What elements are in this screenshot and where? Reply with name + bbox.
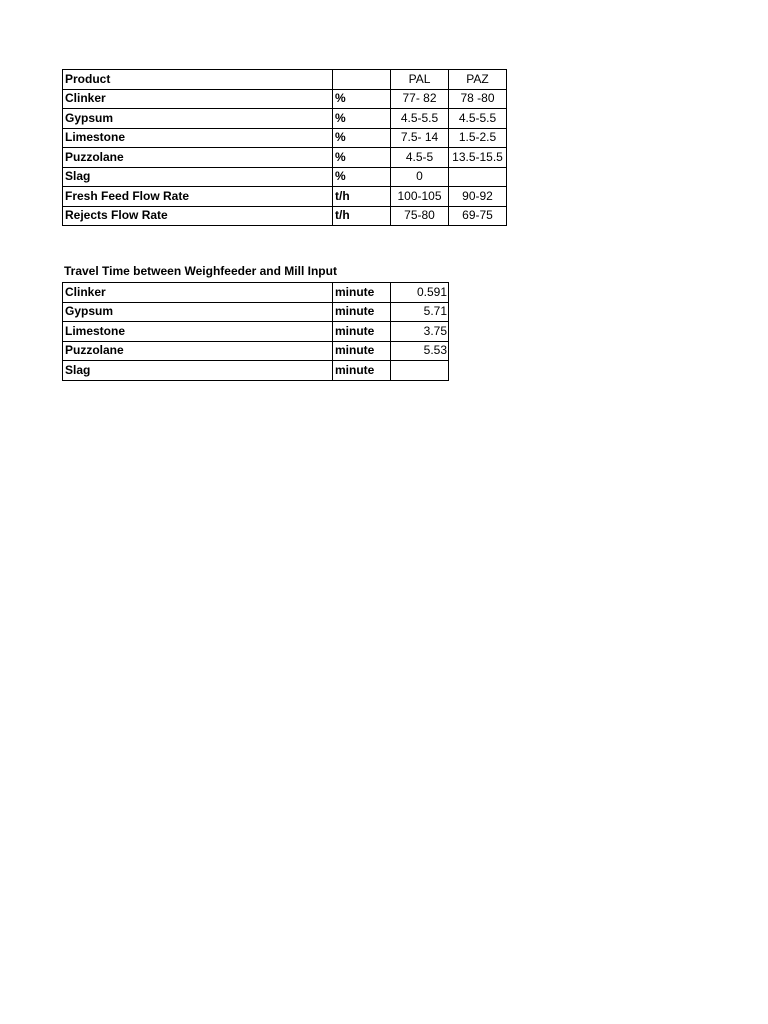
row-value: 5.71 — [391, 302, 449, 322]
table-row — [63, 283, 449, 303]
row-pal-value: 4.5-5.5 — [391, 109, 449, 129]
row-paz-value: 78 -80 — [449, 89, 507, 109]
row-label: Slag — [63, 167, 333, 187]
row-label: Limestone — [63, 128, 333, 148]
travel-time-table — [62, 282, 449, 381]
row-value: 0.591 — [391, 283, 449, 303]
table-row — [63, 109, 507, 129]
table-row — [63, 89, 507, 109]
row-label: Rejects Flow Rate — [63, 206, 333, 226]
row-unit: % — [333, 109, 391, 129]
row-paz-value — [449, 167, 507, 187]
row-pal-value: 7.5- 14 — [391, 128, 449, 148]
row-unit: minute — [333, 283, 391, 303]
row-paz-value: 90-92 — [449, 187, 507, 207]
table-row — [63, 322, 449, 342]
table-row — [63, 341, 449, 361]
row-unit: t/h — [333, 187, 391, 207]
row-paz-value: 13.5-15.5 — [449, 148, 507, 168]
row-pal-value: 77- 82 — [391, 89, 449, 109]
row-pal-value: 100-105 — [391, 187, 449, 207]
row-paz-value: 4.5-5.5 — [449, 109, 507, 129]
row-label: Clinker — [63, 89, 333, 109]
row-label: Puzzolane — [63, 148, 333, 168]
table-row — [63, 187, 507, 207]
row-pal-value: 0 — [391, 167, 449, 187]
table-row — [63, 361, 449, 381]
row-label: Slag — [63, 361, 333, 381]
row-value — [391, 361, 449, 381]
table-row — [63, 206, 507, 226]
row-pal-value: 4.5-5 — [391, 148, 449, 168]
row-label: Limestone — [63, 322, 333, 342]
row-unit: % — [333, 128, 391, 148]
row-unit: minute — [333, 322, 391, 342]
row-paz-value: 1.5-2.5 — [449, 128, 507, 148]
row-label: Gypsum — [63, 109, 333, 129]
header-paz-cell: PAZ — [449, 70, 507, 90]
table-row — [63, 167, 507, 187]
row-unit: % — [333, 148, 391, 168]
header-pal-cell: PAL — [391, 70, 449, 90]
travel-time-title: Travel Time between Weighfeeder and Mill Input — [64, 264, 337, 278]
row-unit: t/h — [333, 206, 391, 226]
row-label: Gypsum — [63, 302, 333, 322]
row-value: 3.75 — [391, 322, 449, 342]
row-unit: minute — [333, 302, 391, 322]
table-row — [63, 148, 507, 168]
row-unit: % — [333, 89, 391, 109]
row-label: Puzzolane — [63, 341, 333, 361]
table-header-row — [63, 70, 507, 90]
product-composition-table — [62, 69, 507, 226]
header-unit-cell — [333, 70, 391, 90]
row-label: Clinker — [63, 283, 333, 303]
row-paz-value: 69-75 — [449, 206, 507, 226]
row-value: 5.53 — [391, 341, 449, 361]
header-product-cell: Product — [63, 70, 333, 90]
row-pal-value: 75-80 — [391, 206, 449, 226]
row-unit: % — [333, 167, 391, 187]
row-label: Fresh Feed Flow Rate — [63, 187, 333, 207]
table-row — [63, 128, 507, 148]
row-unit: minute — [333, 341, 391, 361]
table-row — [63, 302, 449, 322]
row-unit: minute — [333, 361, 391, 381]
